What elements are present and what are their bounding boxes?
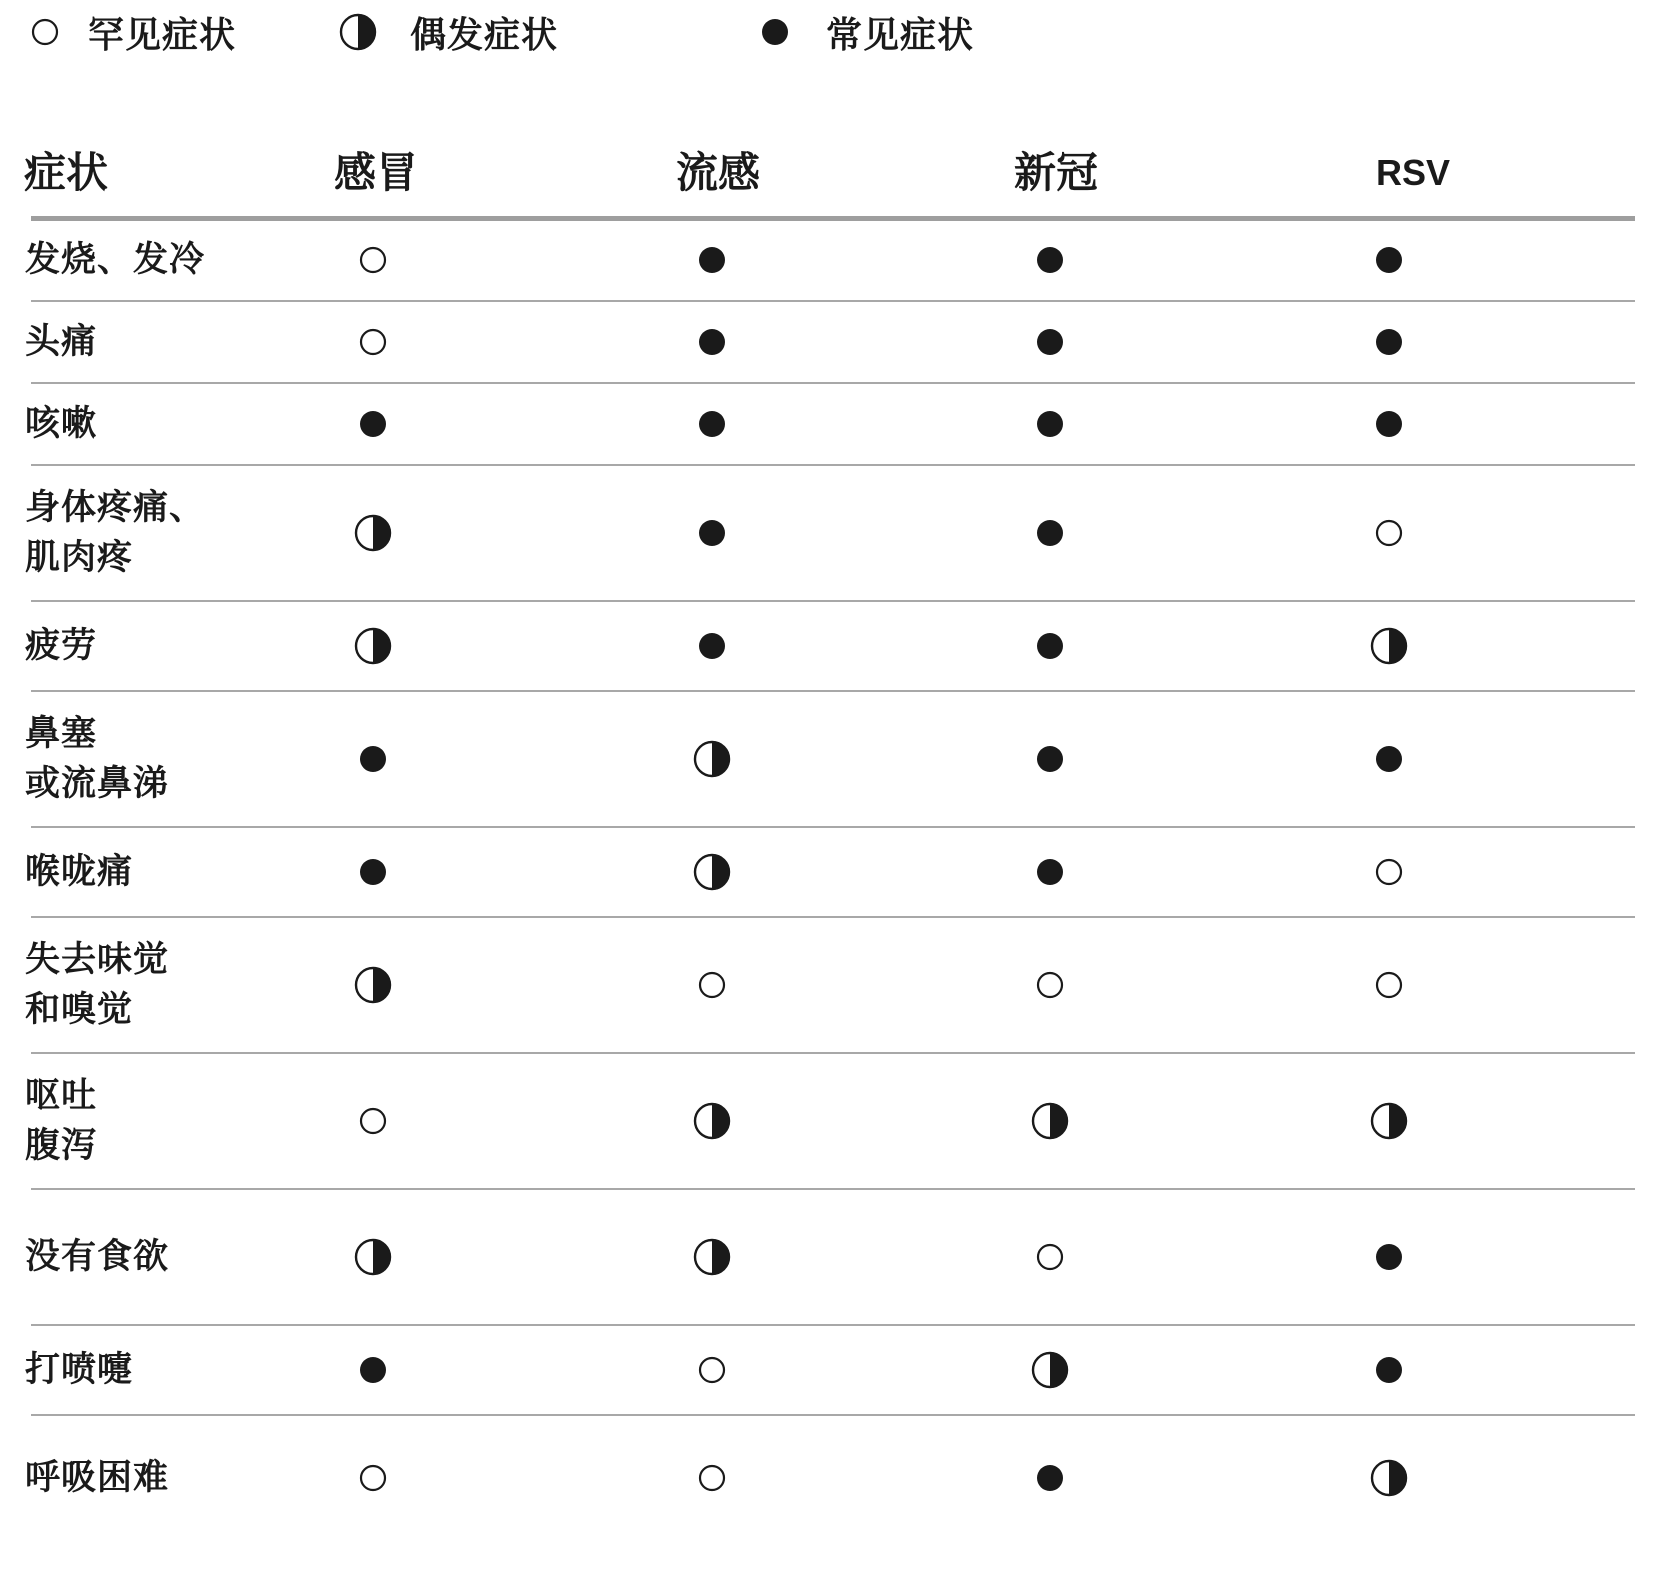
circle-empty-icon <box>358 327 388 357</box>
circle-filled-icon <box>760 17 790 47</box>
circle-empty-icon <box>1374 970 1404 1000</box>
symptom-label <box>25 1071 97 1171</box>
column-header-rsv: RSV <box>1376 152 1451 193</box>
circle-half-icon <box>1030 1101 1070 1141</box>
circle-half-icon <box>1369 1101 1409 1141</box>
circle-half-icon <box>353 513 393 553</box>
column-header-symptom: 症状 <box>24 148 109 197</box>
circle-half-icon <box>338 12 378 52</box>
legend-label-common: 常见症状 <box>826 14 975 56</box>
symptom-label-line: 失去味觉 <box>25 940 170 980</box>
row-divider <box>31 600 1635 602</box>
symptom-label-line: 没有食欲 <box>25 1237 170 1277</box>
circle-empty-icon <box>697 1355 727 1385</box>
circle-empty-icon <box>697 1463 727 1493</box>
circle-filled-icon <box>1035 1463 1065 1493</box>
legend-item-common <box>760 8 974 56</box>
circle-empty-icon <box>1035 1242 1065 1272</box>
symptom-label <box>25 483 205 583</box>
symptom-label-line: 发烧、发冷 <box>25 240 206 280</box>
row-divider <box>31 1052 1635 1054</box>
circle-half-icon <box>353 1237 393 1277</box>
symptom-label-line: 肌肉疼 <box>25 538 134 578</box>
circle-filled-icon <box>1035 327 1065 357</box>
circle-filled-icon <box>1374 245 1404 275</box>
circle-empty-icon <box>30 17 60 47</box>
circle-empty-icon <box>697 970 727 1000</box>
circle-half-icon <box>692 852 732 892</box>
circle-filled-icon <box>1035 744 1065 774</box>
circle-filled-icon <box>1374 409 1404 439</box>
circle-half-icon <box>692 1101 732 1141</box>
circle-filled-icon <box>1035 631 1065 661</box>
row-divider <box>31 916 1635 918</box>
circle-half-icon <box>1369 1458 1409 1498</box>
circle-filled-icon <box>697 518 727 548</box>
symptom-label-line: 头痛 <box>25 322 98 362</box>
circle-half-icon <box>353 626 393 666</box>
row-divider <box>31 300 1635 302</box>
circle-empty-icon <box>358 1106 388 1136</box>
circle-filled-icon <box>1035 518 1065 548</box>
symptom-label <box>25 235 205 285</box>
circle-filled-icon <box>358 1355 388 1385</box>
row-divider <box>31 1414 1635 1416</box>
circle-half-icon <box>692 1237 732 1277</box>
circle-half-icon <box>1369 626 1409 666</box>
circle-empty-icon <box>1035 970 1065 1000</box>
column-header-covid: 新冠 <box>1014 148 1099 197</box>
circle-half-icon <box>1030 1350 1070 1390</box>
row-divider <box>31 826 1635 828</box>
legend-item-sometimes <box>338 8 558 56</box>
row-divider <box>31 690 1635 692</box>
symptom-label-line: 和嗅觉 <box>25 990 134 1030</box>
row-divider <box>31 464 1635 466</box>
legend-item-rare <box>30 8 236 56</box>
row-divider <box>31 382 1635 384</box>
circle-empty-icon <box>358 245 388 275</box>
circle-filled-icon <box>358 744 388 774</box>
circle-filled-icon <box>697 327 727 357</box>
circle-filled-icon <box>1035 245 1065 275</box>
row-divider <box>31 1324 1635 1326</box>
circle-filled-icon <box>697 631 727 661</box>
symptom-label <box>25 1345 133 1395</box>
table-header <box>0 130 1662 220</box>
header-divider <box>31 216 1635 221</box>
symptom-label-line: 呕吐 <box>25 1076 98 1116</box>
circle-empty-icon <box>1374 857 1404 887</box>
symptom-label <box>25 317 97 367</box>
circle-filled-icon <box>358 857 388 887</box>
symptom-label-line: 身体疼痛、 <box>25 488 206 528</box>
circle-empty-icon <box>1374 518 1404 548</box>
symptom-label <box>25 847 133 897</box>
symptom-label-line: 打喷嚏 <box>25 1350 134 1390</box>
column-header-flu: 流感 <box>676 148 761 197</box>
symptom-label <box>25 1232 169 1282</box>
circle-filled-icon <box>1035 409 1065 439</box>
circle-filled-icon <box>1374 1355 1404 1385</box>
legend <box>0 0 1662 70</box>
symptom-label <box>25 621 97 671</box>
symptom-label-line: 喉咙痛 <box>25 852 134 892</box>
row-divider <box>31 1188 1635 1190</box>
circle-empty-icon <box>358 1463 388 1493</box>
symptom-label <box>25 1453 169 1503</box>
symptom-label-line: 疲劳 <box>25 626 98 666</box>
circle-filled-icon <box>1035 857 1065 887</box>
symptom-label <box>25 709 169 809</box>
circle-filled-icon <box>697 409 727 439</box>
symptom-label-line: 鼻塞 <box>25 714 98 754</box>
symptom-label-line: 咳嗽 <box>25 404 98 444</box>
circle-filled-icon <box>358 409 388 439</box>
symptom-label <box>25 399 97 449</box>
symptom-label-line: 呼吸困难 <box>25 1458 170 1498</box>
symptom-label-line: 或流鼻涕 <box>25 764 170 804</box>
symptom-label-line: 腹泻 <box>25 1126 98 1166</box>
circle-filled-icon <box>1374 327 1404 357</box>
circle-half-icon <box>692 739 732 779</box>
legend-label-sometimes: 偶发症状 <box>410 14 559 56</box>
circle-half-icon <box>353 965 393 1005</box>
legend-label-rare: 罕见症状 <box>88 14 237 56</box>
circle-filled-icon <box>1374 744 1404 774</box>
circle-filled-icon <box>697 245 727 275</box>
circle-filled-icon <box>1374 1242 1404 1272</box>
column-header-cold: 感冒 <box>334 148 419 197</box>
symptom-label <box>25 935 169 1035</box>
